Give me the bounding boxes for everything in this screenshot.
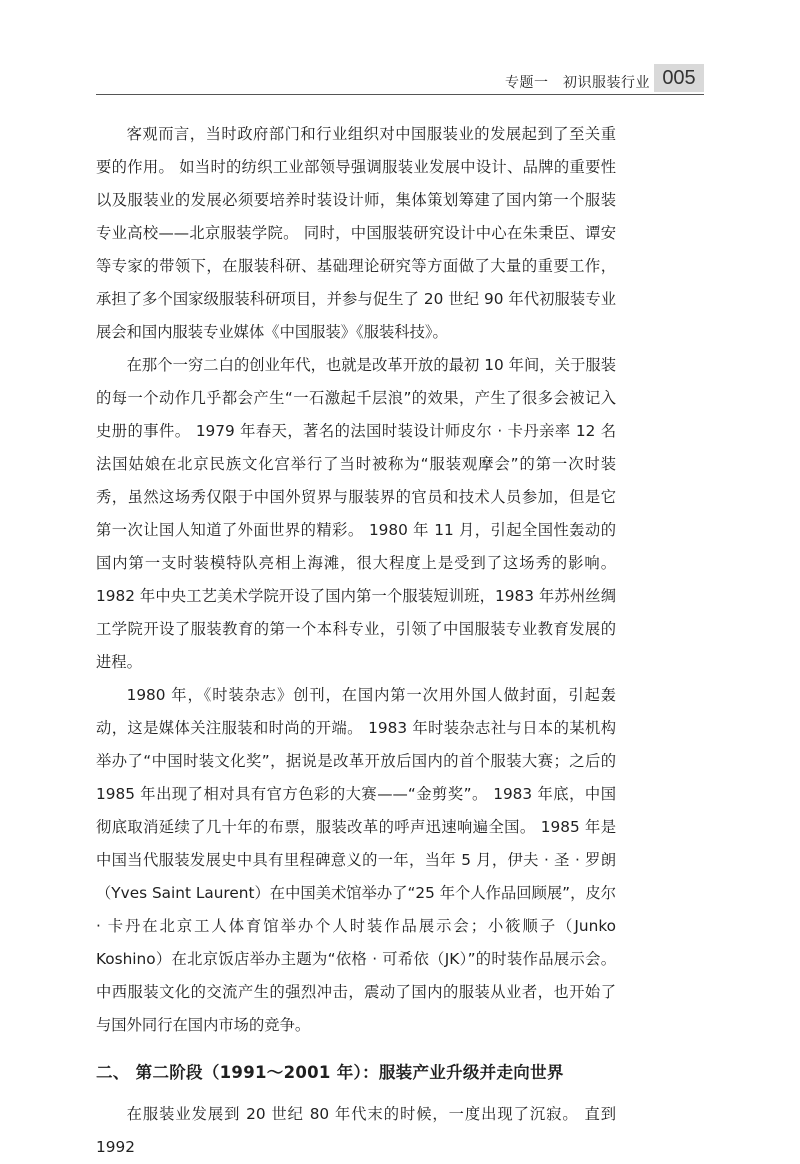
- paragraph-4: 在服装业发展到 20 世纪 80 年代末的时候，一度出现了沉寂。 直到 1992: [96, 1105, 616, 1156]
- running-header: [96, 64, 704, 95]
- page-body: [96, 118, 616, 1164]
- section-heading: 二、 第二阶段（1991～2001 年）：服装产业升级并走向世界: [96, 1063, 564, 1082]
- page-number: 005: [654, 64, 704, 92]
- paragraph-3: 1980 年，《时装杂志》创刊，在国内第一次用外国人做封面，引起轰动，这是媒体关注服装和时尚的开端。 1983 年时装杂志社与日本的某机构举办了“中国时装文化奖”，据说是改革开放后国内的首个服装大赛；之后的 1985 年出现了相对具有官方色彩的大赛——“金剪奖”。 1983 年底，中国彻底取消延续了几十年的布票，服装改革的呼声迅速响遍全国。 1985 年是中国当代服装发展史中具有里程碑意义的一年，当年 5 月，伊夫 · 圣 · 罗朗（Yves Saint Laurent）在中国美术馆举办了“25 年个人作品回顾展”，皮尔 · 卡丹在北京工人体育馆举办个人时装作品展示会；小筱顺子（Junko Koshino）在北京饭店举办主题为“依格 · 可希依（JK）”的时装作品展示会。 中西服装文化的交流产生的强烈冲击，震动了国内的服装从业者，也开始了与国外同行在国内市场的竞争。: [96, 686, 616, 1034]
- paragraph-2: 在那个一穷二白的创业年代，也就是改革开放的最初 10 年间，关于服装的每一个动作几乎都会产生“一石激起千层浪”的效果，产生了很多会被记入史册的事件。 1979 年春天，著名的法国时装设计师皮尔 · 卡丹亲率 12 名法国姑娘在北京民族文化宫举行了当时被称为“服装观摩会”的第一次时装秀，虽然这场秀仅限于中国外贸界与服装界的官员和技术人员参加，但是它第一次让国人知道了外面世界的精彩。 1980 年 11 月，引起全国性轰动的国内第一支时装模特队亮相上海滩，很大程度上是受到了这场秀的影响。 1982 年中央工艺美术学院开设了国内第一个服装短训班，1983 年苏州丝绸工学院开设了服装教育的第一个本科专业，引领了中国服装专业教育发展的进程。: [96, 356, 616, 671]
- paragraph-1: 客观而言，当时政府部门和行业组织对中国服装业的发展起到了至关重要的作用。 如当时的纺织工业部领导强调服装业发展中设计、品牌的重要性以及服装业的发展必须要培养时装设计师，集体策划筹建了国内第一个服装专业高校——北京服装学院。 同时，中国服装研究设计中心在朱秉臣、谭安等专家的带领下，在服装科研、基础理论研究等方面做了大量的重要工作，承担了多个国家级服装科研项目，并参与促生了 20 世纪 90 年代初服装专业展会和国内服装专业媒体《中国服装》《服装科技》。: [96, 125, 616, 341]
- section-title: 专题一 初识服装行业: [505, 75, 650, 91]
